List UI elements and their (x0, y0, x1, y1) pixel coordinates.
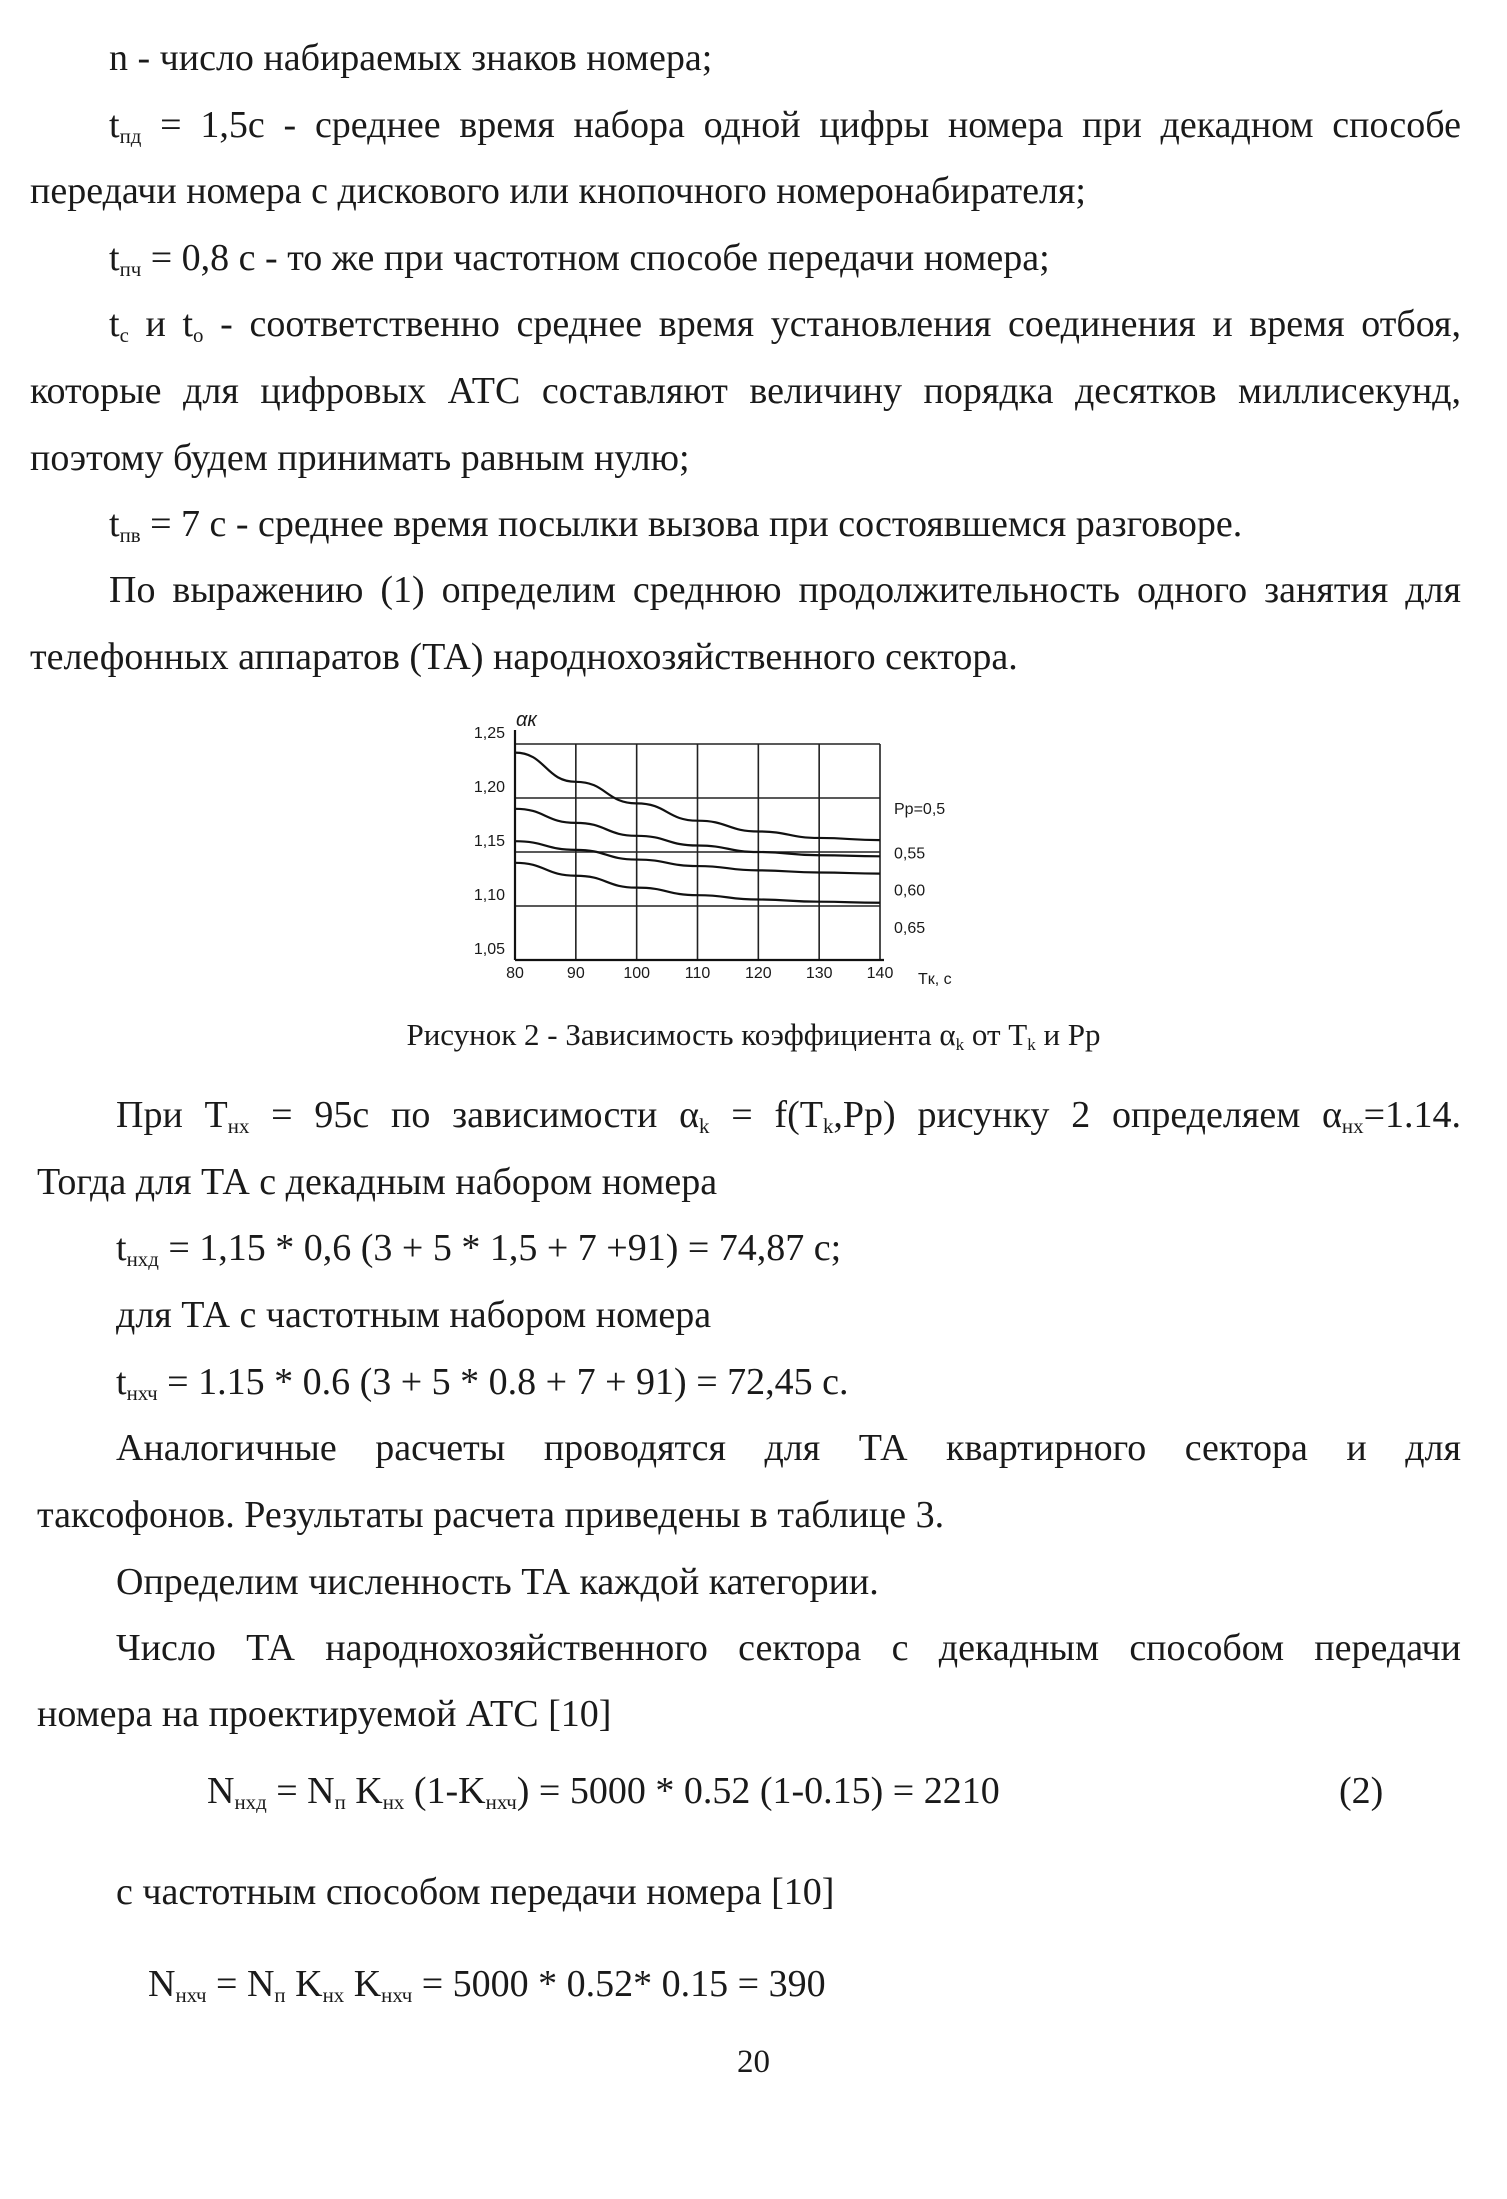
y-tick-label: 1,25 (473, 725, 505, 742)
x-tick-label: 120 (744, 965, 772, 982)
series-label: 0,55 (894, 845, 926, 863)
para-tc-to-end: поэтому будем принимать равным нулю; (30, 437, 690, 479)
para-count: Определим численность ТА каждой категории. (116, 1561, 879, 1603)
formula-tnxch: $t_{нхч} = 1.15 * 0.6$ (3 + 5 * 0.8 + 7 + 91) = 72,45 с. (116, 1361, 849, 1405)
series-label: 0,65 (894, 919, 926, 937)
x-axis-label: Tк, с (918, 971, 952, 988)
para-expression-1: По выражению (1) определим среднюю продолжительность одного занятия для (109, 569, 1461, 611)
para-frequency-dialing: для ТА с частотным набором номера (116, 1294, 712, 1336)
y-tick-label: 1,10 (473, 887, 505, 904)
y-tick-label: 1,05 (473, 941, 505, 958)
figure-2 (430, 706, 990, 1001)
para-tc-to-continued: которые для цифровых АТС составляют величину порядка десятков миллисекунд, (30, 370, 1461, 412)
para-decade-count-continued: номера на проектируемой АТС [10] (37, 1693, 612, 1735)
y-tick-label: 1,20 (473, 779, 505, 796)
para-frequency-count: с частотным способом передачи номера [10] (116, 1871, 835, 1913)
para-tpd-continued: передачи номера с дискового или кнопочного номеронабирателя; (30, 170, 1086, 212)
equation-3: $N_{нхч} = N_п$ $K_{нх}$ $K_{нхч} = 5000 * 0.52*$ 0.15 = 390 (148, 1963, 826, 2007)
para-tnx-result: При $Т_{нх} = 95с$ по зависимости $\alpha_k = f(Т_k,Рр)$ рисунку 2 определяем $\alpha_{нх}=1.14$. (116, 1094, 1461, 1138)
para-tc-to-definition: $t_с$ и $t_о$ - соответственно среднее время установления соединения и время отбоя, (109, 303, 1461, 347)
series-label: Pp=0,5 (894, 801, 946, 819)
formula-tnxd: $t_{нхд} = 1,15 * 0,6$ (3 + 5 * 1,5 + 7 +91) = 74,87 с; (116, 1227, 842, 1271)
para-tpch-definition: $t_{пч} = 0,8$ с - то же при частотном способе передачи номера; (109, 237, 1050, 281)
para-tpd-definition: $t_{пд} = 1,5с$ - среднее время набора одной цифры номера при декадном способе (109, 104, 1461, 148)
x-tick-label: 100 (623, 965, 651, 982)
equation-2: $N_{нхд} = N_п$ $K_{нх}$ $(1-K_{нхч}) = 5000 * 0.52$ (1-0.15) = 2210 (207, 1770, 1000, 1814)
para-tpv-definition: $t_{пв} = 7$ с - среднее время посылки вызова при состоявшемся разговоре. (109, 503, 1243, 547)
x-tick-label: 80 (506, 965, 524, 982)
chart-grid (515, 744, 880, 960)
y-axis-label: αк (516, 709, 537, 731)
x-tick-label: 110 (684, 965, 711, 982)
para-tnx-continued: Тогда для ТА с декадным набором номера (37, 1161, 718, 1203)
para-expression-1-continued: телефонных аппаратов (ТА) народнохозяйственного сектора. (30, 636, 1018, 678)
x-tick-labels (506, 965, 893, 982)
series-label: 0,60 (894, 882, 926, 900)
page-number: 20 (737, 2044, 770, 2080)
x-tick-label: 130 (805, 965, 833, 982)
series-labels (894, 801, 945, 937)
equation-2-number: (2) (1339, 1770, 1384, 1812)
para-analogous: Аналогичные расчеты проводятся для ТА квартирного сектора и для (116, 1427, 1461, 1469)
alpha-k-chart (430, 706, 990, 996)
para-analogous-continued: таксофонов. Результаты расчета приведены в таблице 3. (37, 1494, 945, 1536)
para-n-definition: n - число набираемых знаков номера; (109, 37, 713, 79)
x-tick-label: 140 (866, 965, 894, 982)
para-decade-count: Число ТА народнохозяйственного сектора с декадным способом передачи (116, 1627, 1461, 1669)
figure-2-caption: Рисунок 2 - Зависимость коэффициента $\alpha_k$ от $T_k$ и Pp (406, 1017, 1101, 1054)
y-tick-label: 1,15 (473, 833, 505, 850)
x-tick-label: 90 (566, 965, 585, 982)
y-tick-labels (474, 725, 505, 958)
